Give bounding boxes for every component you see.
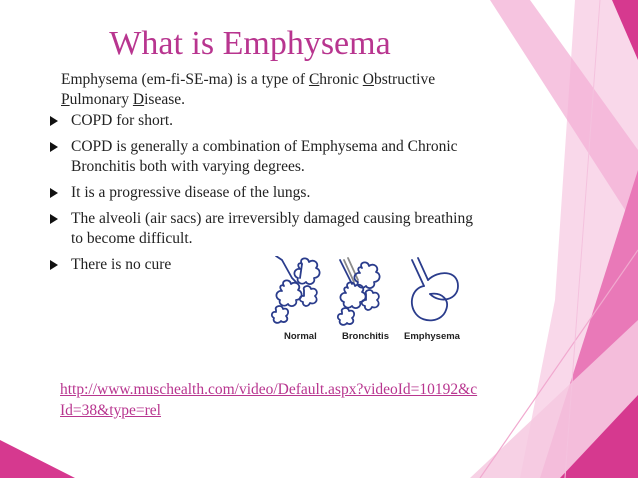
slide-title: What is Emphysema (109, 25, 391, 62)
letter-c: C (308, 71, 320, 88)
bullet-text: It is a progressive disease of the lungs. (71, 184, 311, 201)
bullet-arrow-icon (50, 260, 58, 270)
bullet-item (50, 137, 480, 177)
bullet-text: The alveoli (air sacs) are irreversibly damaged causing breathing to become difficult. (71, 210, 473, 247)
normal-alveoli-icon (272, 256, 320, 323)
intro-text: Emphysema (em-fi-SE-ma) is a type of (61, 71, 309, 88)
bullet-item (50, 209, 480, 249)
intro-paragraph (61, 70, 481, 110)
bullet-text: COPD is generally a combination of Emphysema and Chronic Bronchitis both with varying degrees. (71, 138, 458, 175)
deco-corner-left (0, 440, 75, 478)
bronchitis-alveoli-icon (338, 258, 380, 325)
intro-text: bstructive (373, 71, 436, 88)
intro-text: isease. (144, 91, 185, 108)
bullet-arrow-icon (50, 188, 58, 198)
bullet-item (50, 111, 480, 131)
bullet-item (50, 183, 480, 203)
intro-text: hronic (319, 71, 363, 88)
alveoli-illustration (262, 256, 470, 348)
letter-p: P (61, 91, 70, 108)
emphysema-alveoli-icon (412, 258, 458, 320)
bullet-text: There is no cure (71, 256, 172, 273)
bullet-arrow-icon (50, 214, 58, 224)
bullet-arrow-icon (50, 142, 58, 152)
label-bronchitis: Bronchitis (342, 331, 389, 342)
video-link[interactable]: http://www.muschealth.com/video/Default.aspx?videoId=10192&cId=38&type=rel (60, 381, 478, 419)
intro-text: ulmonary (69, 91, 133, 108)
bullet-arrow-icon (50, 116, 58, 126)
label-emphysema: Emphysema (404, 331, 460, 342)
bullet-text: COPD for short. (71, 112, 174, 129)
letter-o: O (362, 71, 374, 88)
letter-d: D (132, 91, 145, 108)
label-normal: Normal (284, 331, 317, 342)
